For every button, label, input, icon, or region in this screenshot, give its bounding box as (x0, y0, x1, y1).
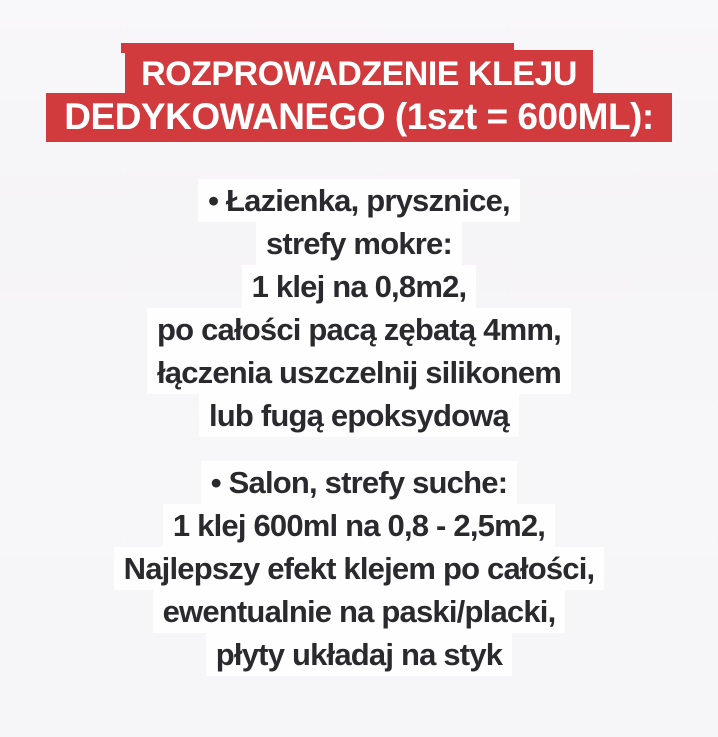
dry-line-3: Najlepszy efekt klejem po całości, (114, 547, 605, 590)
wet-line-2: strefy mokre: (256, 222, 462, 265)
text-line (0, 351, 718, 394)
wet-line-4: po całości pacą zębatą 4mm, (147, 308, 571, 351)
text-line (0, 179, 718, 222)
dry-line-5: płyty układaj na styk (206, 633, 512, 676)
wet-line-3: 1 klej na 0,8m2, (242, 265, 477, 308)
text-line (0, 590, 718, 633)
dry-line-2: 1 klej 600ml na 0,8 - 2,5m2, (163, 504, 555, 547)
text-line (0, 504, 718, 547)
dry-areas-section (0, 461, 718, 676)
wet-line-5: łączenia uszczelnij silikonem (147, 351, 571, 394)
wet-line-1: • Łazienka, prysznice, (198, 179, 520, 222)
dry-line-1: • Salon, strefy suche: (201, 461, 517, 504)
text-line (0, 222, 718, 265)
text-line (0, 633, 718, 676)
text-line (0, 461, 718, 504)
dry-line-4: ewentualnie na paski/placki, (153, 590, 566, 633)
banner-title-line-1: ROZPROWADZENIE KLEJU (125, 50, 593, 97)
text-line (0, 547, 718, 590)
banner-row-2 (0, 97, 718, 142)
wet-line-6: lub fugą epoksydową (199, 394, 519, 437)
banner-row-1 (0, 50, 718, 97)
text-line (0, 308, 718, 351)
text-line (0, 394, 718, 437)
wet-areas-section (0, 179, 718, 437)
banner-title-line-2: DEDYKOWANEGO (1szt = 600ML): (46, 93, 671, 142)
text-line (0, 265, 718, 308)
header-banner (0, 0, 718, 142)
